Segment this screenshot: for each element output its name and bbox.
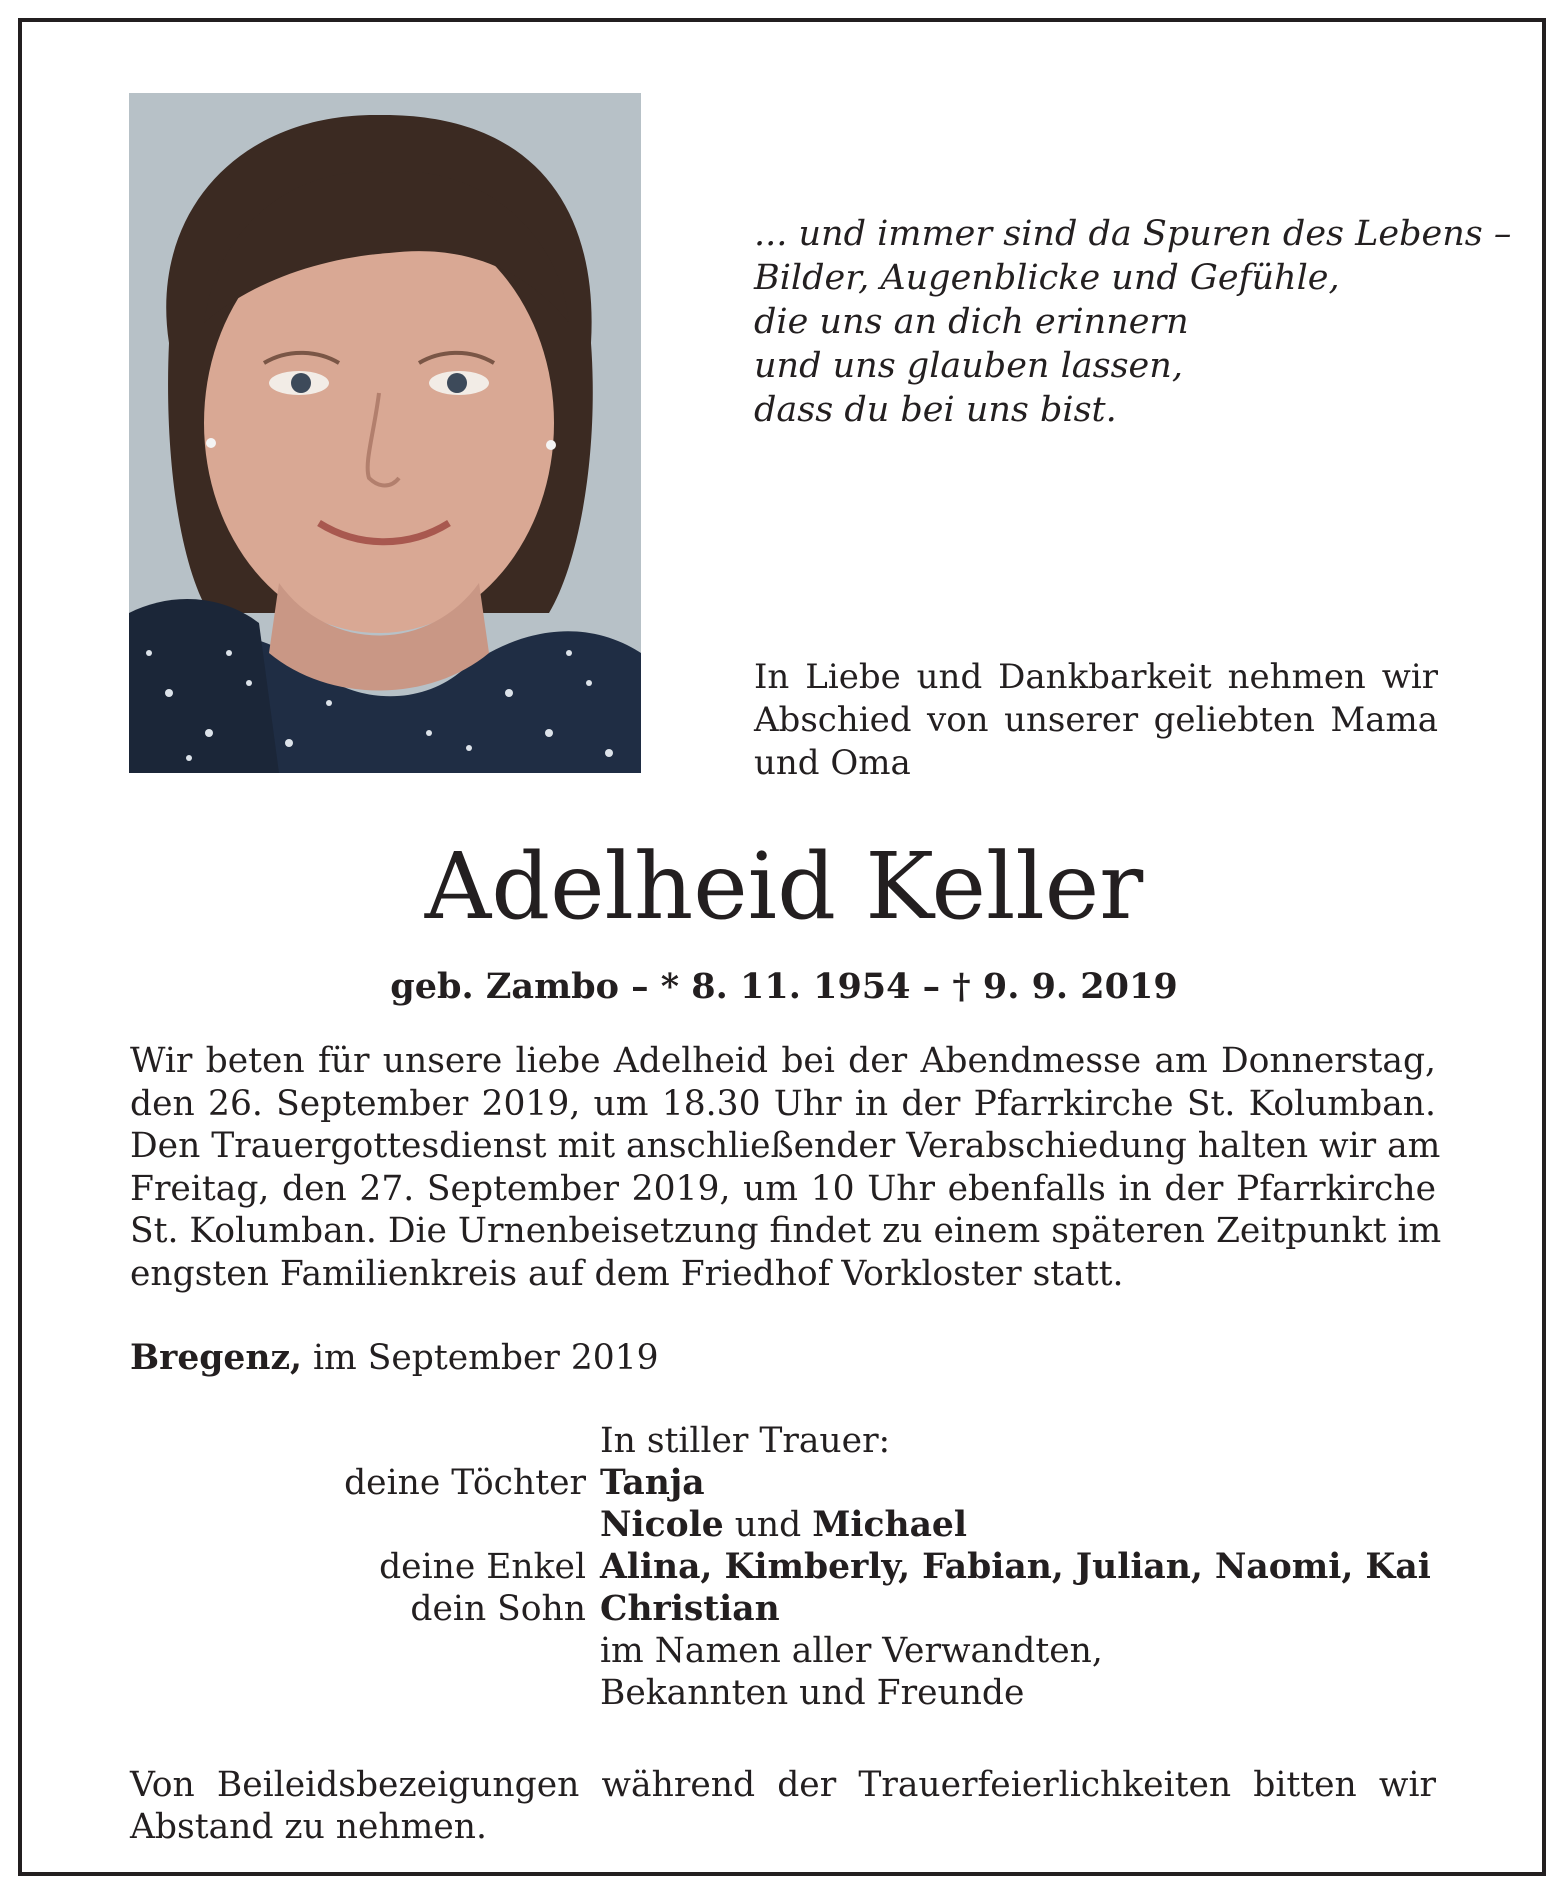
deceased-name: Adelheid Keller <box>424 833 1144 940</box>
deceased-dates: geb. Zambo – * 8. 11. 1954 – † 9. 9. 2019 <box>390 966 1178 1007</box>
place-name: Bregenz, <box>130 1338 303 1378</box>
connector-text: und <box>734 1505 802 1545</box>
intro-line: und Oma <box>754 743 911 783</box>
announcement-line: engsten Familienkreis auf dem Friedhof Vorkloster statt. <box>130 1253 1124 1294</box>
intro-line: In Liebe und Dankbarkeit nehmen wir <box>754 657 1438 697</box>
poem-line: Bilder, Augenblicke und Gefühle, <box>754 258 1340 298</box>
date-text: im September 2019 <box>313 1338 659 1378</box>
poem-quote <box>754 212 1512 432</box>
mourners-block <box>130 1420 1450 1714</box>
daughter-partner-row <box>130 1504 1450 1546</box>
son-row <box>130 1588 1450 1630</box>
daughters-label: deine Töchter <box>344 1463 586 1503</box>
announcement-line: Freitag, den 27. September 2019, um 10 Uhr ebenfalls in der Pfarrkirche <box>130 1168 1436 1209</box>
intro-line: Abschied von unserer geliebten Mama <box>754 700 1438 740</box>
grandchildren-names: Alina, Kimberly, Fabian, Julian, Naomi, Kai <box>600 1547 1431 1587</box>
mourners-heading: In stiller Trauer: <box>600 1421 891 1461</box>
daughter-name: Nicole <box>600 1505 724 1545</box>
portrait-image <box>129 93 641 773</box>
relatives-text: im Namen aller Verwandten, <box>600 1631 1103 1671</box>
announcement-line: Wir beten für unsere liebe Adelheid bei der Abendmesse am Donnerstag, <box>130 1041 1436 1081</box>
intro-text <box>754 656 1438 785</box>
poem-line: ... und immer sind da Spuren des Lebens – <box>754 214 1512 254</box>
announcement-line: St. Kolumban. Die Urnenbeisetzung findet zu einem späteren Zeitpunkt im <box>130 1211 1442 1251</box>
son-label: dein Sohn <box>410 1589 586 1629</box>
daughter-name: Tanja <box>600 1463 705 1503</box>
relatives-text: Bekannten und Freunde <box>600 1673 1025 1713</box>
relatives-row <box>130 1672 1450 1714</box>
mourners-heading-row <box>130 1420 1450 1462</box>
closing-line: Von Beileidsbezeigungen während der Trauerfeierlichkeiten bitten wir <box>130 1765 1436 1805</box>
son-name: Christian <box>600 1589 780 1629</box>
announcement-text <box>130 1040 1442 1295</box>
poem-line: dass du bei uns bist. <box>754 390 1117 430</box>
closing-line: Abstand zu nehmen. <box>130 1807 487 1847</box>
portrait-photo <box>129 93 641 773</box>
announcement-line: den 26. September 2019, um 18.30 Uhr in der Pfarrkirche St. Kolumban. <box>130 1083 1436 1124</box>
poem-line: die uns an dich erinnern <box>754 302 1189 342</box>
poem-line: und uns glauben lassen, <box>754 346 1183 386</box>
announcement-line: Den Trauergottesdienst mit anschließender Verabschiedung halten wir am <box>130 1126 1441 1166</box>
relatives-row <box>130 1630 1450 1672</box>
place-date <box>130 1336 659 1380</box>
grandchildren-row <box>130 1546 1450 1588</box>
grandchildren-label: deine Enkel <box>379 1547 586 1587</box>
closing-text <box>130 1764 1436 1848</box>
partner-name: Michael <box>812 1505 967 1545</box>
daughters-row <box>130 1462 1450 1504</box>
